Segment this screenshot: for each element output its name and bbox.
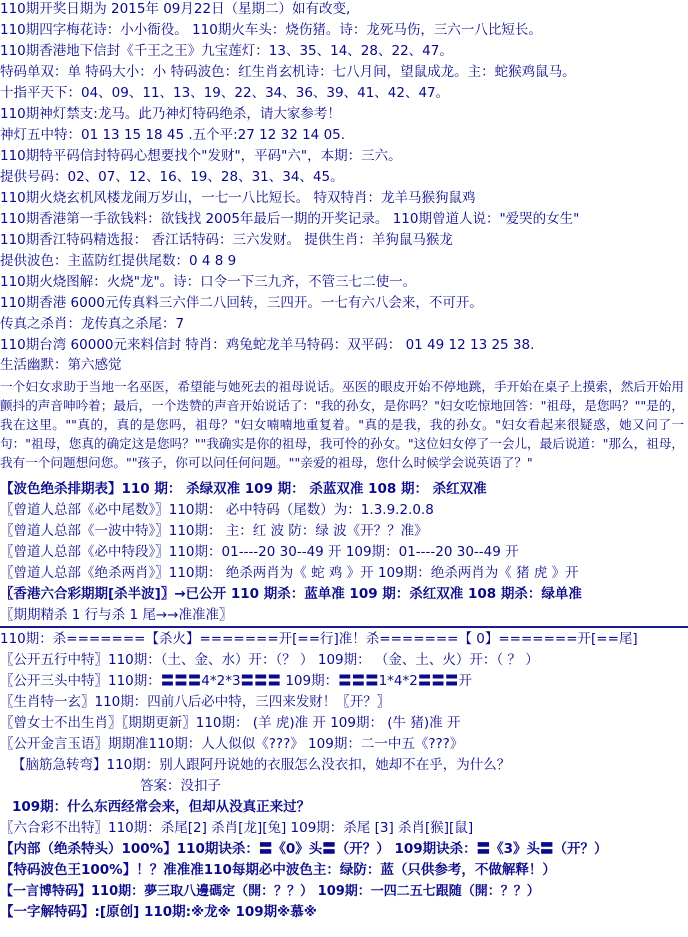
line-provided-colors: 提供波色：主蓝防红提供尾数：0 4 8 9 <box>0 253 237 269</box>
section-color-king: 【特码波色王100%】！？准准准110每期必中波色主：绿防：蓝（只供参考，不做解释！） <box>0 862 556 878</box>
line-humor-title: 生活幽默：第六感觉 <box>0 357 122 373</box>
line-lamp-five: 神灯五中特：01 13 15 18 45 .五个平:27 12 32 14 05. <box>0 127 346 143</box>
line-ten-fingers: 十指平天下：04、09、11、13、19、22、34、36、39、41、42、47。 <box>0 85 450 101</box>
section-three-heads: 〖公开三头中特〗110期：〓〓〓4*2*3〓〓〓 109期：〓〓〓1*4*2〓〓〓开 <box>0 673 472 689</box>
line-magic-lamp: 110期神灯禁支:龙马。此乃神灯特码绝杀，请大家参考！ <box>0 106 341 122</box>
line-odd-even: 特码单双：单 特码大小：小 特码波色：红生肖玄机诗：七八月间，望鼠成龙。主：蛇猴鸡鼠马。 <box>0 64 576 80</box>
section-brain-teaser: 【脑筋急转弯】110期：别人跟阿丹说她的衣服怎么没衣扣，她却不在乎，为什么？ <box>12 757 511 773</box>
line-hk-fax: 110期香港 6000元传真料三六伴二八回转，三四开。一七有六八会来，不可开。 <box>0 295 483 311</box>
section-golden-words: 〖公开金言玉语〗期期准110期：人人似似《???》 109期：二一中五《???》 <box>0 736 464 752</box>
line-fire-diagram: 110期火烧图解：火烧"龙"。诗：口令一下三九齐，不管三七二使一。 <box>0 274 417 290</box>
section-color-kill-table: 【波色绝杀排期表】110 期： 杀绿双准 109 期： 杀蓝双准 108 期： 杀红双准 <box>0 481 487 497</box>
line-fire-mystery: 110期火烧玄机风楼龙闹万岁山，一七一八比短长。 特双特肖：龙羊马猴狗鼠鸡 <box>0 190 476 206</box>
section-riddle-109: 109期：什么东西经常会来，但却从没真正来过？ <box>12 799 311 815</box>
line-hk-envelope: 110期香港地下信封《千王之王》九宝莲灯：13、35、14、28、22、47。 <box>0 43 453 59</box>
section-zodiac-mystery: 〖生肖特一玄〗110期：四前八后必中特，三四来发财！〖开？〗 <box>0 694 391 710</box>
line-hk-river: 110期香江特码精选报： 香江话特码：三六发财。 提供生肖：羊狗鼠马猴龙 <box>0 232 453 248</box>
line-hk-first-hand: 110期香港第一手欲钱料：欲钱找 2005年最后一期的开奖记录。 110期曾道人说："爱哭的女生" <box>0 211 580 227</box>
section-one-wave: 〖曾道人总部《一波中特》〗110期： 主：红 波 防：绿 波《开？？准》 <box>0 523 428 539</box>
line-taiwan-envelope: 110期台湾 60000元来料信封 特肖：鸡兔蛇龙羊马特码：双平码： 01 49 12 13 25 38. <box>0 337 535 353</box>
line-flat-envelope: 110期特平码信封特码心想要找个"发财"，平码"六"，本期：三六。 <box>0 148 402 164</box>
section-kill-row-tail: 〖期期精杀 1 行与杀 1 尾→→准准准〗 <box>0 607 233 623</box>
section-kill-half-wave: 〖香港六合彩期期[杀半波]〗→已公开 110 期杀：蓝单准 109 期：杀红双准 108 期杀：绿单准 <box>0 586 582 602</box>
section-kill-two-zodiacs: 〖曾道人总部《绝杀两肖》〗110期： 绝杀两肖为《 蛇 鸡 》开 109期：绝杀两肖为《 猪 虎 》开 <box>0 565 579 581</box>
line-fax-kill: 传真之杀肖：龙传真之杀尾：7 <box>0 316 185 332</box>
section-answer: 答案：没扣子 <box>140 778 221 794</box>
line-plum-poem: 110期四字梅花诗：小小衙役。 110期火车头：烧伤猪。诗：龙死马伤，三六一八比短长。 <box>0 22 542 38</box>
section-one-char: 【一字解特码】:[原创] 110期:※龙※ 109期※慕※ <box>0 904 317 920</box>
section-kill-head: 【内部（绝杀特头）100%】110期诀杀：〓《0》头〓（开？） 109期诀杀：〓《3》头〓（开？） <box>0 841 608 857</box>
section-one-word: 【一言博特码】110期：夢三取八邊碼定（開：？？） 109期：一四二五七跟随（開：？？） <box>0 884 540 899</box>
joke-paragraph: 一个妇女求助于当地一名巫医，希望能与她死去的祖母说话。巫医的眼皮开始不停地跳，手开始在桌子上摸索，然后开始用颤抖的声音呻吟着；最后，一个迭赞的声音开始说话了："我的孙女，是你吗？"妇女吃惊地回答："祖母，是您吗？""是的，我在这里。""真的，真的是您吗，祖母？"妇女喃喃地重复着。"真的是我，我的孙女。"妇女看起来很疑惑，她又问了一句："祖母，您真的确定这是您吗？""我确实是你的祖母，我可怜的孙女。"这位妇女停了一会儿，最后说道："那么，祖母，我有一个问题想问您。""孩子，你可以问任何问题。""亲爱的祖母，您什么时候学会说英语了？" <box>0 379 684 470</box>
section-madam-zeng: 〖曾女士不出生肖〗〖期期更新〗110期： (羊 虎)准 开 109期： (牛 猪)准 开 <box>0 715 461 731</box>
line-draw-date: 110期开奖日期为 2015年 09月22日（星期二）如有改变, <box>0 1 351 17</box>
section-five-elements: 〖公开五行中特〗110期：（土、金、水）开：（？ ） 109期： （金、土、火）开：（ ？ ） <box>0 652 539 668</box>
section-tail-number: 〖曾道人总部《必中尾数》〗110期： 必中特码（尾数）为：1.3.9.2.0.8 <box>0 502 434 518</box>
section-kill-fire-line: 110期：杀=======【杀火】=======开[==行]准！杀=======【 0】=======开[==尾] <box>0 631 638 647</box>
line-provided-numbers: 提供号码：02、07、12、16、19、28、31、34、45。 <box>0 169 344 185</box>
section-special-range: 〖曾道人总部《必中特段》〗110期：01----20 30--49 开 109期：01----20 30--49 开 <box>0 544 519 560</box>
section-divider <box>0 626 688 628</box>
section-no-special: 〖六合彩不出特〗110期：杀尾[2] 杀肖[龙][兔] 109期：杀尾 [3] 杀肖[猴][鼠] <box>0 820 474 836</box>
